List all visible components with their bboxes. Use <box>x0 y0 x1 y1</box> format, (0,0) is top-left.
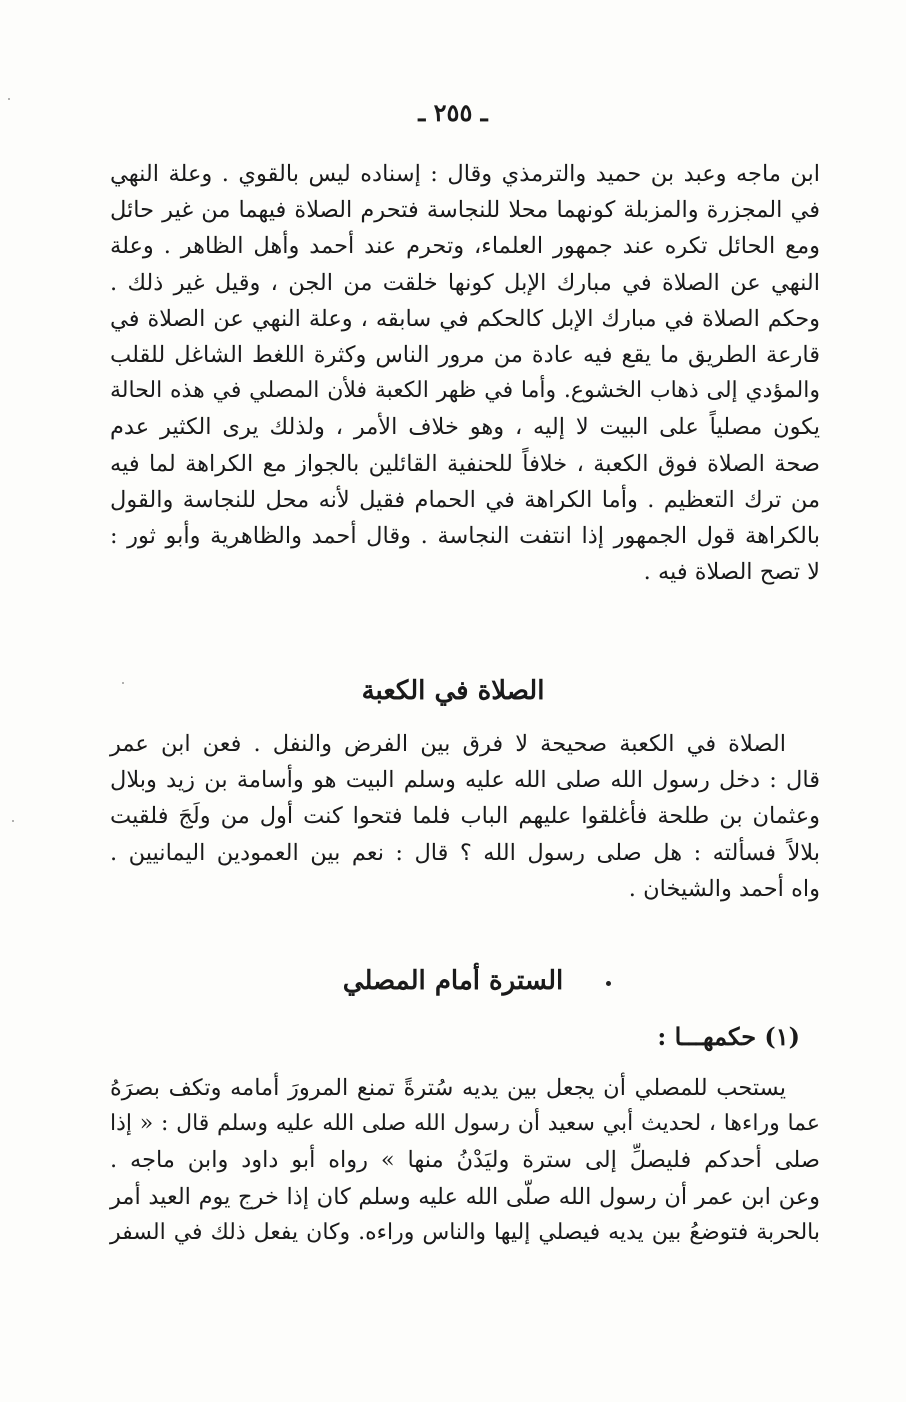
text-line: يستحب للمصلي أن يجعل بين يديه سُترةً تمنع المرورَ أمامه وتكف بصرَهُ <box>110 1075 786 1101</box>
paper-speck <box>12 820 14 822</box>
text-line: وعثمان بن طلحة فأغلقوا عليهم الباب فلما فتحوا كنت أول من ولَجَ فلقيت <box>110 803 820 830</box>
text-line: ومع الحائل تكره عند جمهور العلماء، وتحرم عند أحمد وأهل الظاهر . وعلة <box>110 233 820 260</box>
text-line: وعن ابن عمر أن رسول الله صلّى الله عليه وسلم كان إذا خرج يوم العيد أمر <box>110 1183 820 1210</box>
text-line: قارعة الطريق ما يقع فيه عادة من مرور الناس وكثرة اللغط الشاغل للقلب <box>110 342 820 369</box>
paper-speck <box>122 682 124 684</box>
text-line: بالحربة فتوضعُ بين يديه فيصلي إليها والناس وراءه. وكان يفعل ذلك في السفر <box>110 1219 820 1245</box>
page-number: ـ ٢٥٥ ـ <box>418 98 488 127</box>
paragraph-sutra <box>110 1070 820 1251</box>
paper-speck <box>8 98 10 100</box>
text-line: الصلاة في الكعبة صحيحة لا فرق بين الفرض والنفل . فعن ابن عمر <box>110 731 786 757</box>
text-line: والمؤدي إلى ذهاب الخشوع. وأما في ظهر الكعبة فلأن المصلي في هذه الحالة <box>110 378 820 404</box>
text-line: بالكراهة قول الجمهور إذا انتفت النجاسة . وقال أحمد والظاهرية وأبو ثور : <box>110 523 820 550</box>
text-line: ابن ماجه وعبد بن حميد والترمذي وقال : إسناده ليس بالقوي . وعلة النهي <box>110 161 820 187</box>
text-line: لا تصح الصلاة فيه . <box>643 559 820 586</box>
paragraph-kaaba <box>110 726 820 907</box>
text-line: وحكم الصلاة في مبارك الإبل كالحكم في سابقه ، وعلة النهي عن الصلاة في <box>110 305 820 332</box>
text-line: يكون مصلياً على البيت لا إليه ، وهو خلاف الأمر ، ولذلك يرى الكثير عدم <box>110 414 820 441</box>
subheading-ruling: (١) حكمهـــا : <box>657 1022 800 1051</box>
text-line: قال : دخل رسول الله صلى الله عليه وسلم البيت هو وأسامة بن زيد وبلال <box>110 767 820 794</box>
paragraph-opening <box>110 156 820 590</box>
text-line: في المجزرة والمزبلة كونهما محلا للنجاسة فتحرم الصلاة فيهما من غير حائل <box>110 197 820 224</box>
text-line: من ترك التعظيم . وأما الكراهة في الحمام فقيل لأنه محل للنجاسة والقول <box>110 486 820 513</box>
text-line: صحة الصلاة فوق الكعبة ، خلافاً للحنفية القائلين بالجواز مع الكراهة لما فيه <box>110 450 820 477</box>
text-line: بلالاً فسألته : هل صلى رسول الله ؟ قال : نعم بين العمودين اليمانيين . <box>110 839 820 866</box>
text-line: عما وراءها ، لحديث أبي سعيد أن رسول الله صلى الله عليه وسلم قال : « إذا <box>110 1111 820 1137</box>
text-line: واه أحمد والشيخان . <box>628 875 820 902</box>
bullet-mark <box>606 981 611 986</box>
section-heading-sutra: السترة أمام المصلي <box>342 966 564 996</box>
text-line: صلى أحدكم فليصلِّ إلى سترة وليَدْنُ منها » رواه أبو داود وابن ماجه . <box>110 1147 820 1174</box>
section-heading-kaaba: الصلاة في الكعبة <box>361 676 545 706</box>
text-line: النهي عن الصلاة في مبارك الإبل كونها خلقت من الجن ، وقيل غير ذلك . <box>110 269 820 296</box>
